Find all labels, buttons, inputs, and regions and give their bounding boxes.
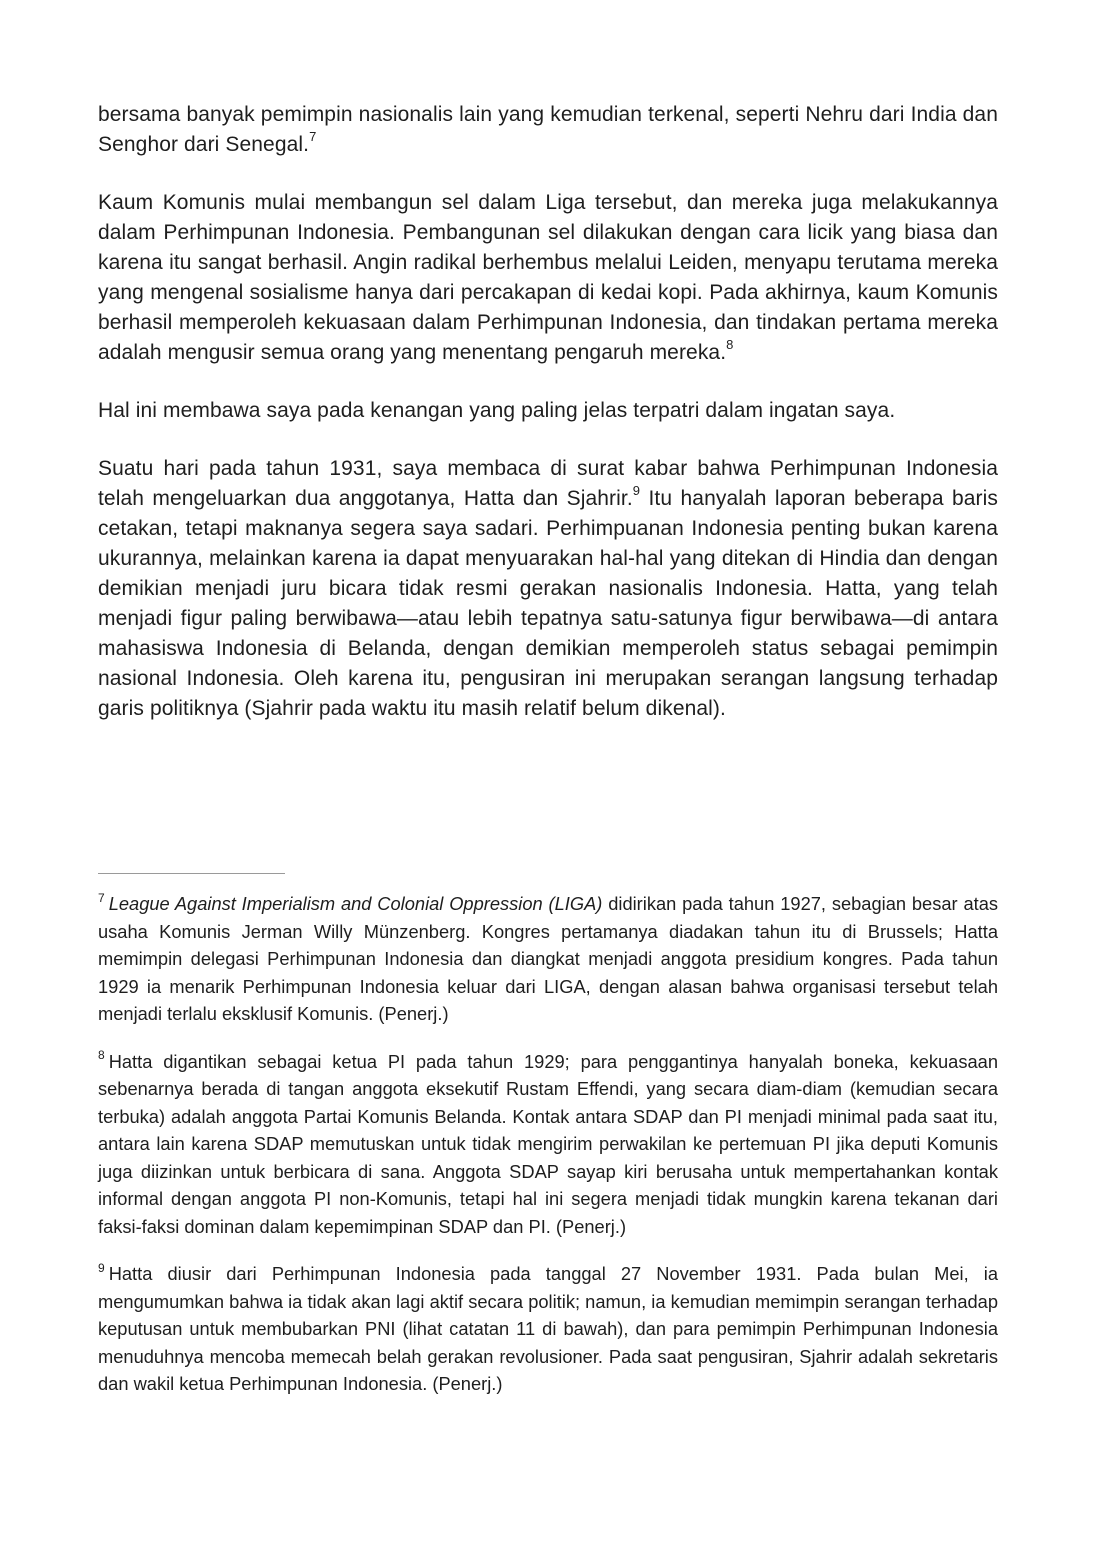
paragraph-3-text: Hal ini membawa saya pada kenangan yang paling jelas terpatri dalam ingatan saya.	[98, 399, 896, 422]
paragraph-4-text-b: Itu hanyalah laporan beberapa baris cetakan, tetapi maknanya segera saya sadari. Perhimpuanan Indonesia penting bukan karena ukurannya, melainkan karena ia dapat menyuarakan hal-hal yang ditekan di Hindia dan dengan demikian menjadi juru bicara tidak resmi gerakan nasionalis Indonesia. Hatta, yang telah menjadi figur paling berwibawa—atau lebih tepatnya satu-satunya figur berwibawa—di antara mahasiswa Indonesia di Belanda, dengan demikian memperoleh status sebagai pemimpin nasional Indonesia. Oleh karena itu, pengusiran ini merupakan serangan langsung terhadap garis politiknya (Sjahrir pada waktu itu masih relatif belum dikenal).	[98, 487, 998, 720]
footnote-8	[98, 1048, 998, 1241]
paragraph-2-text: Kaum Komunis mulai membangun sel dalam Liga tersebut, dan mereka juga melakukannya dalam Perhimpunan Indonesia. Pembangunan sel dilakukan dengan cara licik yang biasa dan karena itu sangat berhasil. Angin radikal berhembus melalui Leiden, menyapu terutama mereka yang mengenal sosialisme hanya dari percakapan di kedai kopi. Pada akhirnya, kaum Komunis berhasil memperoleh kekuasaan dalam Perhimpunan Indonesia, dan tindakan pertama mereka adalah mengusir semua orang yang menentang pengaruh mereka.	[98, 191, 998, 364]
footnote-7	[98, 890, 998, 1028]
paragraph-1	[98, 100, 998, 160]
footnote-7-number: 7	[98, 890, 105, 905]
footnote-9-text: Hatta diusir dari Perhimpunan Indonesia pada tanggal 27 November 1931. Pada bulan Mei, ia mengumumkan bahwa ia tidak akan lagi aktif secara politik; namun, ia kemudian memimpin serangan terhadap keputusan untuk membubarkan PNI (lihat catatan 11 di bawah), dan para pemimpin Perhimpunan Indonesia menuduhnya mencoba memecah belah gerakan revolusioner. Pada saat pengusiran, Sjahrir adalah sekretaris dan wakil ketua Perhimpunan Indonesia. (Penerj.)	[98, 1263, 998, 1394]
footnote-9	[98, 1260, 998, 1398]
footnotes	[98, 890, 998, 1418]
main-text	[98, 100, 998, 752]
footnote-8-number: 8	[98, 1048, 105, 1063]
footnote-ref-8: 8	[726, 337, 734, 352]
footnote-9-number: 9	[98, 1260, 105, 1275]
paragraph-1-text: bersama banyak pemimpin nasionalis lain yang kemudian terkenal, seperti Nehru dari India dan Senghor dari Senegal.	[98, 103, 998, 156]
footnote-divider	[98, 873, 285, 874]
footnote-7-text: didirikan pada tahun 1927, sebagian besar atas usaha Komunis Jerman Willy Münzenberg. Kongres pertamanya diadakan tahun itu di Brussels; Hatta memimpin delegasi Perhimpunan Indonesia dan diangkat menjadi anggota presidium kongres. Pada tahun 1929 ia menarik Perhimpunan Indonesia keluar dari LIGA, dengan alasan bahwa organisasi tersebut telah menjadi terlalu eksklusif Komunis. (Penerj.)	[98, 893, 998, 1024]
paragraph-4-text-a: Suatu hari pada tahun 1931, saya membaca di surat kabar bahwa Perhimpunan Indonesia telah mengeluarkan dua anggotanya, Hatta dan Sjahrir.	[98, 457, 998, 510]
footnote-ref-7: 7	[309, 129, 317, 144]
footnote-7-italic: League Against Imperialism and Colonial Oppression (LIGA)	[108, 893, 603, 914]
footnote-8-text: Hatta digantikan sebagai ketua PI pada tahun 1929; para penggantinya hanyalah boneka, kekuasaan sebenarnya berada di tangan anggota eksekutif Rustam Effendi, yang secara diam-diam (kemudian secara terbuka) adalah anggota Partai Komunis Belanda. Kontak antara SDAP dan PI menjadi minimal pada saat itu, antara lain karena SDAP memutuskan untuk tidak mengirim perwakilan ke pertemuan PI jika deputi Komunis juga diizinkan untuk berbicara di sana. Anggota SDAP sayap kiri berusaha untuk mempertahankan kontak informal dengan anggota PI non-Komunis, tetapi hal ini segera menjadi tidak mungkin karena tekanan dari faksi-faksi dominan dalam kepemimpinan SDAP dan PI. (Penerj.)	[98, 1050, 998, 1237]
paragraph-4	[98, 454, 998, 724]
footnote-ref-9: 9	[632, 483, 641, 498]
paragraph-3	[98, 396, 998, 426]
paragraph-2	[98, 188, 998, 368]
